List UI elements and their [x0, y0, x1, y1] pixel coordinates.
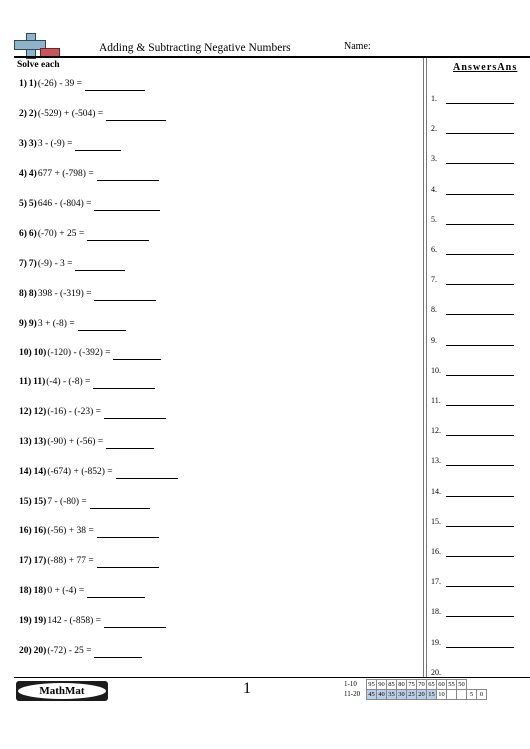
question-expression: 0 + (-4) = [47, 586, 85, 596]
answer-number: 13. [431, 456, 441, 466]
answer-blank[interactable] [104, 408, 166, 419]
question-expression: (-88) + 77 = [47, 556, 94, 566]
question-label: 2) [28, 109, 37, 119]
answer-blank[interactable] [94, 290, 156, 301]
answer-blank[interactable] [97, 557, 159, 568]
question-number: 18) [19, 586, 32, 596]
question-expression: 3 + (-8) = [37, 319, 75, 329]
column-divider-left [423, 58, 424, 678]
answer-line[interactable] [446, 647, 514, 648]
question-expression: (-529) + (-504) = [37, 109, 104, 119]
answer-line[interactable] [446, 496, 514, 497]
name-label: Name: [344, 41, 371, 52]
score-cell: 25 [408, 691, 415, 698]
question-row [19, 107, 166, 121]
question-row [19, 584, 145, 598]
answer-number: 8. [431, 305, 437, 315]
answer-number: 18. [431, 607, 441, 617]
answer-blank[interactable] [113, 349, 161, 360]
score-cell [447, 690, 457, 700]
answer-number: 12. [431, 426, 441, 436]
question-row [19, 554, 159, 568]
question-row [19, 435, 154, 449]
question-label: 15) [33, 497, 47, 507]
score-cell: 35 [388, 691, 395, 698]
answers-header [453, 62, 517, 73]
answer-line[interactable] [446, 405, 514, 406]
answer-blank[interactable] [85, 80, 145, 91]
question-row [19, 167, 159, 181]
question-expression: (-120) - (-392) = [47, 348, 111, 358]
question-expression: (-674) + (-852) = [47, 467, 113, 477]
footer-divider [14, 677, 530, 678]
score-cell: 65 [428, 681, 435, 688]
question-expression: 142 - (-858) = [47, 616, 101, 626]
question-label: 18) [33, 586, 47, 596]
score-cell: 10 [438, 691, 445, 698]
question-row [19, 257, 125, 271]
answers-header-underlined: AnswersAns [453, 62, 518, 73]
question-number: 8) [19, 289, 27, 299]
question-row [19, 227, 149, 241]
score-cell: 55 [448, 681, 455, 688]
question-expression: (-72) - 25 = [47, 646, 92, 656]
answer-line[interactable] [446, 314, 514, 315]
score-cell: 60 [438, 681, 445, 688]
score-cell [457, 690, 467, 700]
question-expression: 677 + (-798) = [37, 169, 94, 179]
question-row [19, 614, 166, 628]
question-row [19, 346, 161, 360]
question-expression: (-9) - 3 = [37, 259, 73, 269]
question-row [19, 495, 150, 509]
score-row [367, 680, 487, 690]
question-number: 16) [19, 526, 32, 536]
question-number: 20) [19, 646, 32, 656]
question-number: 15) [19, 497, 32, 507]
answer-number: 14. [431, 486, 441, 496]
score-cell: 5 [467, 690, 477, 700]
question-expression: (-70) + 25 = [37, 229, 85, 239]
question-row [19, 644, 142, 658]
answer-blank[interactable] [97, 527, 159, 538]
question-expression: 7 - (-80) = [47, 497, 87, 507]
answer-line[interactable] [446, 163, 514, 164]
score-cell: 0 [477, 690, 487, 700]
answer-line[interactable] [446, 133, 514, 134]
question-number: 10) [19, 348, 32, 358]
answer-number: 4. [431, 184, 437, 194]
score-row-label: 1-10 [344, 680, 357, 688]
score-cell: 75 [408, 681, 415, 688]
answer-blank[interactable] [75, 140, 121, 151]
score-cell: 15 [428, 691, 435, 698]
answer-line[interactable] [446, 254, 514, 255]
answer-line[interactable] [446, 465, 514, 466]
question-number: 3) [19, 139, 27, 149]
question-expression: (-26) - 39 = [37, 79, 82, 89]
question-label: 19) [33, 616, 47, 626]
score-cell: 45 [368, 691, 375, 698]
answer-line[interactable] [446, 194, 514, 195]
worksheet-title: Adding & Subtracting Negative Numbers [99, 42, 291, 54]
answer-line[interactable] [446, 375, 514, 376]
question-label: 6) [28, 229, 37, 239]
question-label: 17) [33, 556, 47, 566]
score-table [366, 679, 487, 700]
question-number: 4) [19, 169, 27, 179]
question-number: 5) [19, 199, 27, 209]
answer-line[interactable] [446, 284, 514, 285]
answer-blank[interactable] [97, 170, 159, 181]
question-expression: (-16) - (-23) = [47, 407, 101, 417]
answer-number: 10. [431, 365, 441, 375]
answer-number: 2. [431, 124, 437, 134]
answer-number: 6. [431, 245, 437, 254]
answer-number: 15. [431, 516, 441, 526]
question-row [19, 524, 159, 538]
answer-number: 20. [431, 667, 441, 677]
question-number: 1) [19, 79, 27, 89]
question-row [19, 197, 160, 211]
score-cell: 20 [418, 691, 425, 698]
question-number: 9) [19, 319, 27, 329]
answer-blank[interactable] [104, 617, 166, 628]
question-expression: (-90) + (-56) = [47, 437, 104, 447]
header-divider [14, 56, 530, 58]
question-number: 14) [19, 467, 32, 477]
answer-blank[interactable] [75, 260, 125, 271]
question-row [19, 287, 156, 301]
answer-line[interactable] [446, 435, 514, 436]
column-divider-right [426, 58, 427, 678]
question-label: 12) [33, 407, 47, 417]
answer-number: 19. [431, 637, 441, 647]
brand-logo-text: MathMat [39, 685, 85, 697]
answer-blank[interactable] [87, 587, 145, 598]
answer-line[interactable] [446, 616, 514, 617]
question-number: 6) [19, 229, 27, 239]
answer-blank[interactable] [116, 468, 178, 479]
question-label: 8) [28, 289, 37, 299]
answer-line[interactable] [446, 526, 514, 527]
score-cell: 50 [458, 681, 465, 688]
question-label: 10) [33, 348, 47, 358]
page-number: 1 [243, 680, 251, 697]
score-cell: 95 [368, 681, 375, 688]
question-label: 20) [33, 646, 47, 656]
score-cell: 85 [388, 681, 395, 688]
answer-blank[interactable] [106, 438, 154, 449]
answer-number: 9. [431, 335, 437, 345]
answer-number: 1. [431, 94, 437, 103]
question-number: 13) [19, 437, 32, 447]
question-row [19, 77, 145, 91]
score-row-label: 11-20 [344, 690, 361, 698]
question-label: 13) [33, 437, 47, 447]
score-cell: 90 [378, 681, 385, 688]
question-label: 7) [28, 259, 37, 269]
answer-blank[interactable] [78, 320, 126, 331]
score-row [367, 690, 487, 700]
answer-number: 3. [431, 154, 437, 164]
answer-blank[interactable] [90, 498, 150, 509]
answer-line[interactable] [446, 556, 514, 557]
answer-blank[interactable] [94, 647, 142, 658]
question-label: 3) [28, 139, 37, 149]
score-cell: 70 [418, 681, 425, 688]
answer-number: 17. [431, 577, 441, 587]
question-label: 16) [33, 526, 47, 536]
question-number: 17) [19, 556, 32, 566]
instructions: Solve each [17, 60, 60, 70]
answer-blank[interactable] [94, 200, 160, 211]
answer-number: 5. [431, 214, 437, 224]
answer-line[interactable] [446, 586, 514, 587]
score-cell: 30 [398, 691, 405, 698]
question-number: 19) [19, 616, 32, 626]
score-cell: 80 [398, 681, 405, 688]
answer-number: 11. [431, 396, 441, 405]
question-expression: (-4) - (-8) = [46, 377, 91, 387]
answer-number: 7. [431, 275, 437, 285]
answer-line[interactable] [446, 103, 514, 104]
question-number: 12) [19, 407, 32, 417]
answer-number: 16. [431, 547, 441, 556]
answer-blank[interactable] [106, 110, 166, 121]
question-number: 2) [19, 109, 27, 119]
question-row [19, 465, 178, 479]
question-number: 11) [19, 377, 32, 387]
question-row [19, 317, 126, 331]
answer-blank[interactable] [87, 230, 149, 241]
question-expression: 398 - (-319) = [37, 289, 92, 299]
question-label: 9) [28, 319, 37, 329]
score-cell: 40 [378, 691, 385, 698]
answer-blank[interactable] [93, 378, 155, 389]
question-row [19, 375, 155, 389]
question-expression: 646 - (-804) = [37, 199, 92, 209]
question-label: 5) [28, 199, 37, 209]
question-label: 14) [33, 467, 47, 477]
question-expression: (-56) + 38 = [47, 526, 94, 536]
answer-line[interactable] [446, 224, 514, 225]
question-row [19, 405, 166, 419]
question-expression: 3 - (-9) = [37, 139, 73, 149]
question-number: 7) [19, 259, 27, 269]
question-label: 1) [28, 79, 37, 89]
question-label: 11) [33, 377, 46, 387]
question-row [19, 137, 121, 151]
question-label: 4) [28, 169, 37, 179]
answer-line[interactable] [446, 345, 514, 346]
